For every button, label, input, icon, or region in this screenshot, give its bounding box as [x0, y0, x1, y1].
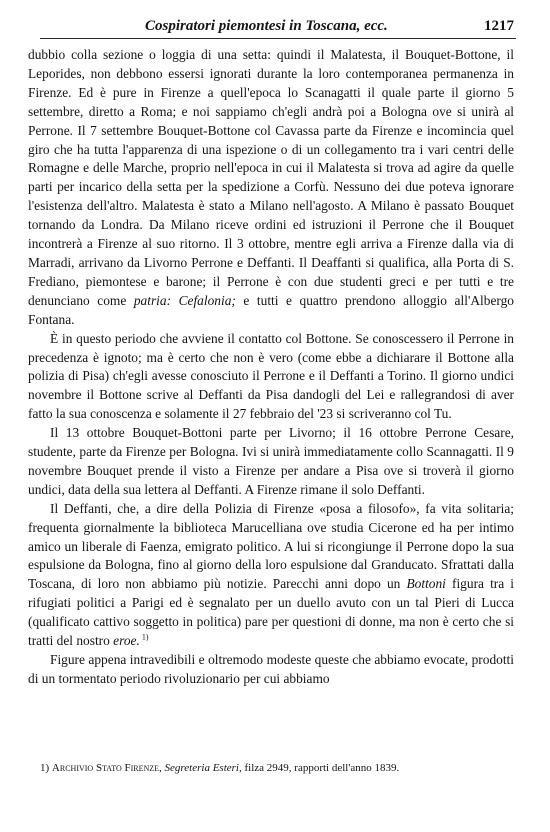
- paragraph: [28, 330, 514, 425]
- footnote-reference: 1): [139, 632, 149, 642]
- paragraph: [28, 46, 514, 330]
- text-run: e tutti e quattro prendono alloggio all'Albergo Fontana.: [28, 292, 514, 327]
- text-run: È in questo periodo che avviene il contatto col Bottone. Se conoscessero il Perrone in precedenza è ignoto; ma è certo che non è vero (come ebbe a dichiarare il Bottone alla polizia di Pisa) ch'egli avesse conosciuto il Perrone e il Deffanti a Torino. Il giorno undici novembre il Bottone scrive al Deffanti da Pisa dandogli del Lei e rallegrandosi di aver fatto la sua conoscenza e solamente il 27 febbraio del '23 si scriveranno col Tu.: [28, 330, 514, 422]
- text-run: eroe.: [113, 633, 140, 649]
- paragraph: [28, 424, 514, 500]
- text-run: Bottoni: [406, 576, 446, 592]
- text-run: dubbio colla sezione o loggia di una setta: quindi il Malatesta, il Bouquet-Bottone, il Leporides, non debbono essersi ignorati durante la loro contemporanea permanenza in Firenze. Ed è pure in Firenze a quell'epoca lo Scanagatti il quale parte il giorno 5 settembre, diretto a Roma; e noi sappiamo ch'egli andrà poi a Bologna ove si unirà al Perrone. Il 7 settembre Bouquet-Bottone col Cavassa parte da Firenze e incomincia quel giro che ha tutta l'apparenza di una ispezione o di un collegamento tra i vari centri delle Romagne e delle Marche, proprio nell'epoca in cui il Malatesta si trova ad agire da quelle parti per incarico della setta per la spedizione a Corfù. Nessuno dei due poteva ignorare l'esistenza dell'altro. Malatesta è stato a Milano nell'agosto. A Milano è passato Bouquet tornando da Londra. Da Milano riceve ordini ed istruzioni il Perrone che il Bouquet incontrerà a Firenze al suo ritorno. Il 3 ottobre, mentre egli arriva a Firenze dalla via di Marradi, arrivano da Livorno Perrone e Deffanti. Il Deaffanti si qualifica, alla Porta di S. Frediano, piemontese e barone; il Perrone è con due studenti greci e per tutti e tre denunciano come: [28, 47, 514, 308]
- text-run: figura tra i rifugiati politici a Parigi ed è segnalato per un duello avuto con un tal Pieri di Lucca (qualificato cattivo soggetto in politica) pare per questioni di donne, ma non è certo che si tratti del nostro: [28, 576, 515, 649]
- running-header: [40, 14, 516, 39]
- text-run: Figure appena intravedibili e oltremodo modeste queste che abbiamo evocate, prodotti di un tormentato periodo rivoluzionario per cui abbiamo: [28, 652, 514, 686]
- footnote-rest: filza 2949, rapporti dell'anno 1839.: [244, 762, 400, 774]
- paragraph: [28, 500, 514, 651]
- running-title: Cospiratori piemontesi in Toscana, ecc.: [145, 18, 388, 34]
- footnote: [40, 762, 516, 774]
- footnote-archive: Archivio Stato Firenze,: [51, 762, 162, 774]
- text-run: patria: Cefalonia;: [133, 292, 236, 308]
- text-run: Il Deffanti, che, a dire della Polizia di Firenze «posa a filosofo», fa vita solitaria; frequenta giornalmente la biblioteca Marucelliana ove studia Cicerone ed ha per intimo amico un liberale di Faenza, emigrato politico. A lui si ricongiunge il Perrone dopo la sua espulsione da Bologna, fino al giorno della loro espulsione dal Granducato. Sfrattati dalla Toscana, di loro non abbiamo più notizie. Parecchi anni dopo un: [28, 500, 514, 592]
- body-text: [28, 46, 514, 689]
- footnote-marker: 1): [40, 762, 50, 774]
- page-number: 1217: [484, 18, 514, 34]
- footnote-series: Segreteria Esteri,: [164, 762, 242, 774]
- paragraph: [28, 651, 514, 689]
- text-run: Il 13 ottobre Bouquet-Bottoni parte per Livorno; il 16 ottobre Perrone Cesare, studente, parte da Firenze per Bologna. Ivi si unirà immediatamente collo Scannagatti. Il 9 novembre Bouquet prende il visto a Firenze per andare a Pisa ove si troverà il giorno undici, data della sua lettera al Deffanti. A Firenze rimane il solo Deffanti.: [28, 425, 514, 497]
